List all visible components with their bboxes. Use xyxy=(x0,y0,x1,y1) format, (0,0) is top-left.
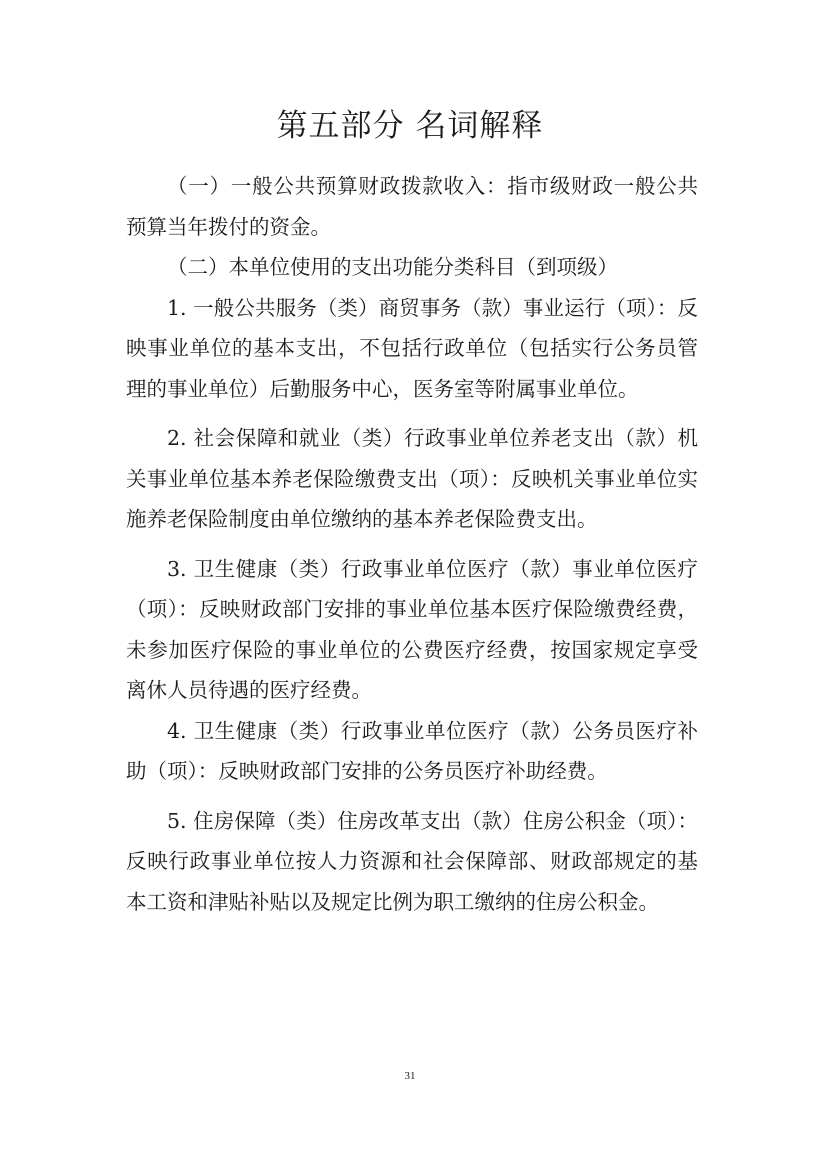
paragraph-item-2: 2. 社会保障和就业（类）行政事业单位养老支出（款）机关事业单位基本养老保险缴费支出（项）：反映机关事业单位实施养老保险制度由单位缴纳的基本养老保险费支出。 xyxy=(126,426,698,531)
page-number: 31 xyxy=(404,1070,416,1082)
paragraph-item-3: 3. 卫生健康（类）行政事业单位医疗（款）事业单位医疗（项）：反映财政部门安排的事业单位基本医疗保险缴费经费，未参加医疗保险的事业单位的公费医疗经费，按国家规定享受离休人员待遇的医疗经费。 xyxy=(126,556,698,702)
document-body xyxy=(126,166,698,922)
section-title: 第五部分 名词解释 xyxy=(276,108,544,144)
paragraph-item-4: 4. 卫生健康（类）行政事业单位医疗（款）公务员医疗补助（项）：反映财政部门安排的公务员医疗补助经费。 xyxy=(126,718,698,783)
paragraph-item-5: 5. 住房保障（类）住房改革支出（款）住房公积金（项）：反映行政事业单位按人力资源和社会保障部、财政部规定的基本工资和津贴补贴以及规定比例为职工缴纳的住房公积金。 xyxy=(126,808,698,914)
paragraph-general-budget-revenue: （一）一般公共预算财政拨款收入：指市级财政一般公共预算当年拨付的资金。 xyxy=(126,174,698,239)
paragraph-item-1: 1. 一般公共服务（类）商贸事务（款）事业运行（项）：反映事业单位的基本支出，不包括行政单位（包括实行公务员管理的事业单位）后勤服务中心，医务室等附属事业单位。 xyxy=(126,295,698,401)
paragraph-expenditure-subjects-heading: （二）本单位使用的支出功能分类科目（到项级） xyxy=(167,255,618,279)
